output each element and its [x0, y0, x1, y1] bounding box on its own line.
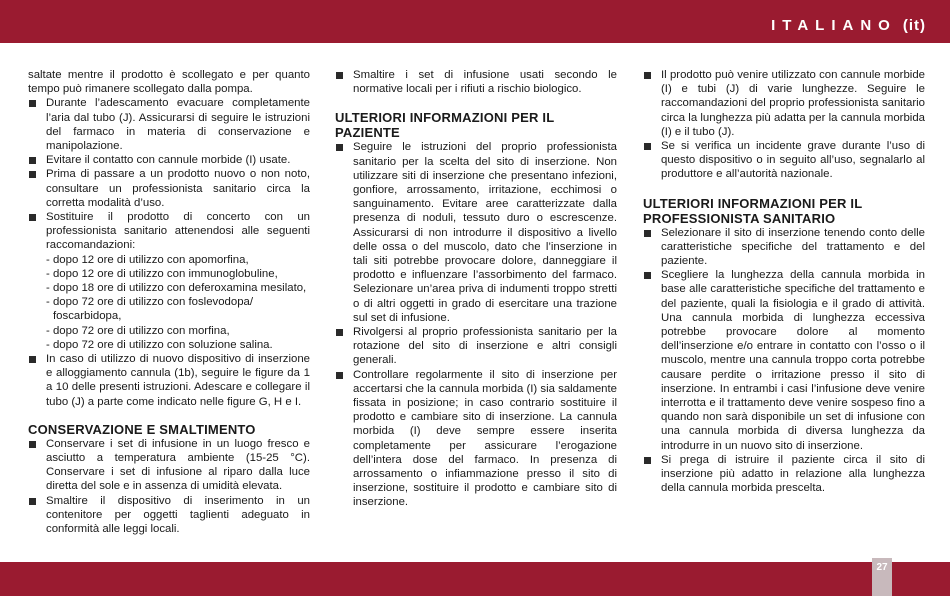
list-item: Controllare regolarmente il sito di inserzione per accertarsi che la cannula morbida (I) sia saldamente fissata in posizione; in caso contrario sostituire il prodotto e cambiare sito di inserzione. La cannula morbida (I) deve sempre essere inserita completamente per assicurare l’erogazione dell’intera dose del farmaco. In presenza di arrossamento o infiammazione presso il sito di inserzione, sostituire il prodotto e cambiare sito di inserzione. — [335, 368, 617, 510]
column-2 — [335, 68, 617, 510]
column-1 — [28, 68, 310, 536]
section-heading-storage: CONSERVAZIONE E SMALTIMENTO — [28, 421, 256, 437]
sub-item: foscarbidopa, — [53, 310, 122, 323]
section-heading-patient: ULTERIORI INFORMAZIONI PER IL PAZIENTE — [335, 110, 555, 141]
bullet-list — [28, 437, 310, 536]
sub-item: - dopo 18 ore di utilizzo con deferoxamina mesilato, — [46, 282, 307, 295]
list-item: Il prodotto può venire utilizzato con cannule morbide (I) e tubi (J) di varie lunghezze. Seguire le raccomandazioni del proprio professionista sanitario circa la lunghezza più adatta per la cannula morbida (I) e il tubo (J). — [643, 68, 925, 139]
header-bar — [0, 0, 950, 43]
list-item: In caso di utilizzo di nuovo dispositivo di inserzione e alloggiamento cannula (1b), seguire le figure da 1 a 10 delle presenti istruzioni. Adescare e collegare il tubo (J) a parte come indicato nelle figure G, H e I. — [28, 352, 310, 409]
sub-item: - dopo 72 ore di utilizzo con morfina, — [46, 324, 230, 337]
list-item: Smaltire il dispositivo di inserimento in un contenitore per oggetti taglienti adeguato in conformità alle leggi locali. — [28, 494, 310, 537]
bullet-list — [335, 68, 617, 96]
bullet-list — [335, 140, 617, 509]
list-item-text: Sostituire il prodotto di concerto con un professionista sanitario attenendosi alle seguenti raccomandazioni: — [46, 211, 310, 252]
language-name: ITALIANO — [771, 17, 897, 34]
sub-item: - dopo 12 ore di utilizzo con immunoglobuline, — [46, 267, 278, 280]
column-3 — [643, 68, 925, 495]
language-label — [771, 17, 926, 34]
sub-item: - dopo 72 ore di utilizzo con soluzione salina. — [46, 338, 273, 351]
section-heading-professional: ULTERIORI INFORMAZIONI PER IL PROFESSIONISTA SANITARIO — [643, 195, 863, 226]
list-item: Evitare il contatto con cannule morbide (I) usate. — [28, 153, 310, 167]
bullet-list — [28, 96, 310, 408]
list-item: Durante l’adescamento evacuare completamente l’aria dal tubo (J). Assicurarsi di seguire le istruzioni del farmaco in materia di conservazione e manipolazione. — [28, 96, 310, 153]
list-item: Seguire le istruzioni del proprio professionista sanitario per la scelta del sito di inserzione. Non utilizzare siti di inserzione che presentano infezioni, gonfiore, arrossamento, irritazione, ecchimosi o sanguinamento. Evitare aree caratterizzate dalla presenza di noduli, tessuto duro o escrescenze. Assicurarsi di non introdurre il dispositivo a livello delle ossa o del muscolo, dato che l’inserzione in tali siti potrebbe provocare dolore, danneggiare il prodotto e influenzare l’assorbimento del farmaco. Selezionare un’area priva di indumenti troppo stretti o di altri oggetti in grado di esercitare una trazione sul set di infusione. — [335, 140, 617, 325]
footer-bar — [0, 562, 950, 596]
list-item: Prima di passare a un prodotto nuovo o non noto, consultare un professionista sanitario circa la corretta modalità d’uso. — [28, 167, 310, 210]
bullet-list — [643, 226, 925, 496]
sub-item: - dopo 72 ore di utilizzo con foslevodopa/ — [46, 296, 254, 309]
list-item: Smaltire i set di infusione usati secondo le normative locali per i rifiuti a rischio biologico. — [335, 68, 617, 96]
list-item: Si prega di istruire il paziente circa il sito di inserzione più adatto in relazione alla lunghezza della cannula morbida prescelta. — [643, 453, 925, 496]
list-item: Se si verifica un incidente grave durante l’uso di questo dispositivo o in seguito all’uso, segnalarlo al produttore e all’autorità nazionale. — [643, 139, 925, 182]
sub-item: - dopo 12 ore di utilizzo con apomorfina, — [46, 253, 249, 266]
continuation-text: saltate mentre il prodotto è scollegato e per quanto tempo può rimanere scollegato dalla pompa. — [28, 69, 310, 96]
page-number: 27 — [876, 562, 888, 573]
list-item: Conservare i set di infusione in un luogo fresco e asciutto a temperatura ambiente (15-25 °C). Conservare i set di infusione al riparo dalla luce diretta del sole e in assenza di umidità elevata. — [28, 437, 310, 494]
list-item: Rivolgersi al proprio professionista sanitario per la rotazione del sito di inserzione e altri consigli generali. — [335, 325, 617, 368]
bullet-list — [643, 68, 925, 182]
list-item — [28, 210, 310, 352]
language-code: (it) — [902, 17, 926, 34]
list-item: Selezionare il sito di inserzione tenendo conto delle caratteristiche specifiche del trattamento e del paziente. — [643, 226, 925, 269]
list-item: Scegliere la lunghezza della cannula morbida in base alle caratteristiche specifiche del trattamento e del paziente, quali la fisiologia e il grado di attività. Una cannula morbida di lunghezza eccessiva potrebbe provocare dolore al momento dell’inserzione e/o entrare in contatto con l’osso o il muscolo, mentre una cannula troppo corta potrebbe causare perdite o irritazione presso il sito di inserzione. In entrambi i casi l’infusione deve venire interrotta e il trattamento deve venire sospeso fino a quando non sarà disponibile un set di infusione con una cannula morbida di diversa lunghezza da introdurre in un nuovo sito di inserzione. — [643, 268, 925, 453]
